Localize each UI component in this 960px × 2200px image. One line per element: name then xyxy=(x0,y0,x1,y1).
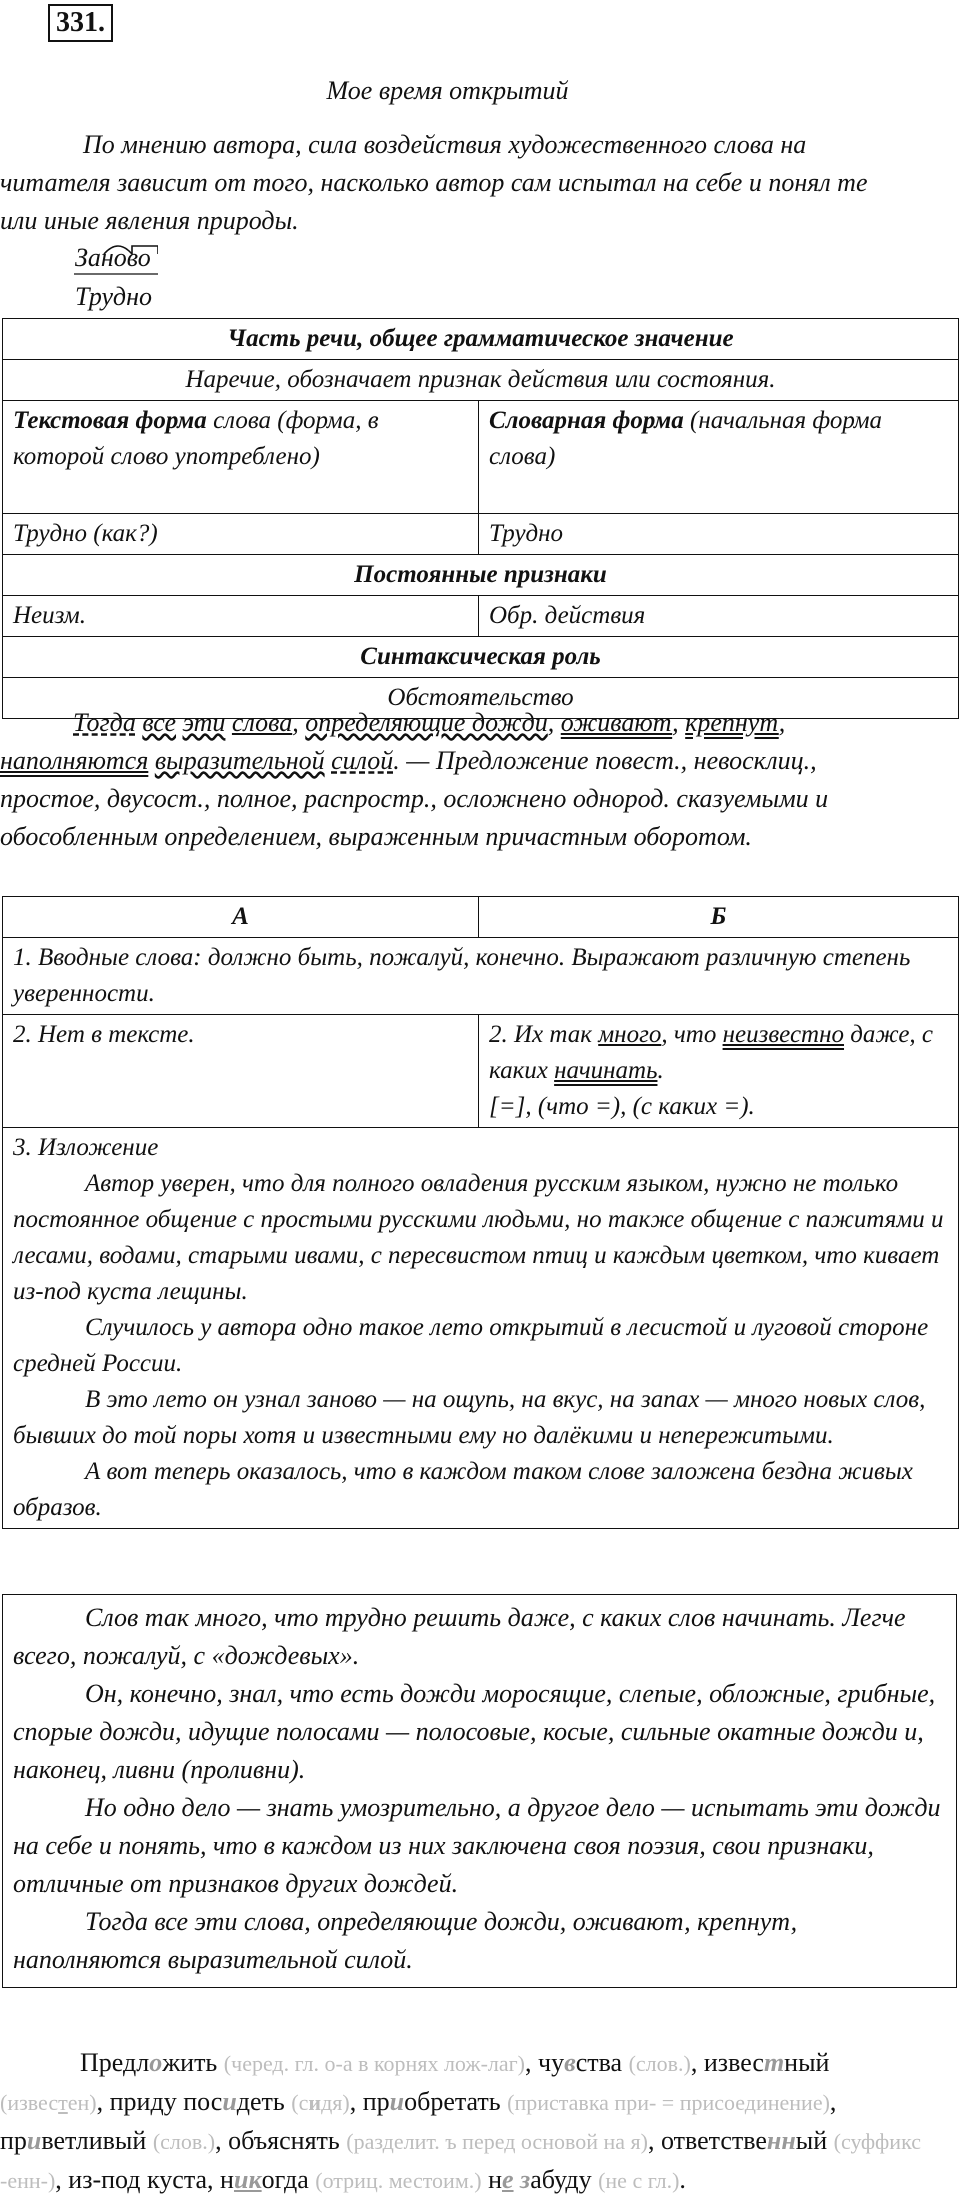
row2-b-scheme: [=], (что =), (с каких =). xyxy=(489,1093,755,1120)
sp-word-f: , пр xyxy=(0,2087,837,2155)
sp-word-e: , пр xyxy=(349,2087,390,2116)
sp-hint-d: (с xyxy=(291,2090,309,2115)
sp-letter-b: в xyxy=(564,2048,576,2077)
sp-word-c-end: ный xyxy=(784,2048,830,2077)
ab-row3 xyxy=(3,1128,959,1529)
sp-hint-h: (суффикс -енн-) xyxy=(0,2129,921,2193)
sp-word-i-end: огда xyxy=(261,2165,309,2194)
ab-row2-a: 2. Нет в тексте. xyxy=(3,1015,479,1128)
ab-row1: 1. Вводные слова: должно быть, пожалуй, конечно. Выражают различную степень уверенности. xyxy=(3,938,959,1015)
row2-b-part2: , что xyxy=(661,1021,723,1048)
sp-letter-h: нн xyxy=(766,2126,796,2155)
sp-letter-i: ик xyxy=(233,2165,262,2194)
word-siloy: силой xyxy=(331,746,394,775)
col-b-header: Б xyxy=(479,897,959,938)
morph-pos-value: Наречие, обозначает признак действия или состояния. xyxy=(3,360,959,401)
sp-word-a: Предл xyxy=(80,2048,150,2077)
sp-word-b-end: ства xyxy=(575,2048,623,2077)
sp-word-g: , объ xyxy=(215,2126,268,2155)
source-paragraph-3: Но одно дело — знать умозрительно, а другое дело — испытать эти дожди на себе и понять, что в каждом из них заключена своя поэзия, свои признаки, отличные от признаков других дождей. xyxy=(13,1793,941,1898)
word-togda: Тогда xyxy=(73,708,136,737)
text-form-cell xyxy=(3,401,479,514)
row3-title: 3. Изложение xyxy=(13,1134,159,1161)
sp-hint-c-letter: т xyxy=(58,2090,68,2115)
sp-letter-d: и xyxy=(222,2087,237,2116)
sp-word-e-end: обретать xyxy=(404,2087,501,2116)
sp-hint-j: (не с гл.) xyxy=(598,2168,680,2193)
row2-b-part4: . xyxy=(657,1057,664,1084)
sp-word-j: н xyxy=(481,2165,502,2194)
ab-table xyxy=(2,896,959,1529)
sp-word-d-end: деть xyxy=(236,2087,285,2116)
sp-hint-i: (отриц. местоим.) xyxy=(315,2168,482,2193)
row3-paragraph-4: А вот теперь оказалось, что в каждом таком слове заложена бездна живых образов. xyxy=(13,1458,913,1521)
intro-paragraph: По мнению автора, сила воздействия художественного слова на читателя зависит от того, насколько автор сам испытал на себе и понял те или иные явления природы. xyxy=(0,130,868,235)
row3-paragraph-3: В это лето он узнал заново — на ощупь, на вкус, на запах — много новых слов, бывших до той поры хотя и известными ему но далёкими и непережитыми. xyxy=(13,1386,926,1449)
parsed-sentence: Тогда все эти слова, определяющие дожди, оживают, крепнут, наполняются выразительной силой. — Предложение повест., невосклиц., простое, двусост., полное, распростр., осложнено однород. сказуемыми и обособленным определением, выраженным причастным оборотом. xyxy=(0,708,829,851)
row2-b-part3: даже, с каких xyxy=(489,1021,934,1084)
sp-end-dot: . xyxy=(679,2165,686,2194)
word-eti: эти xyxy=(182,708,226,737)
sp-letter-j2: з xyxy=(520,2165,531,2194)
sp-letter-c: т xyxy=(763,2048,785,2077)
dict-form-label: Словарная форма xyxy=(489,407,684,434)
sp-letter-e: и xyxy=(389,2087,405,2116)
synt-value: Обстоятельство xyxy=(3,678,959,719)
word-vyrazitelnoy: выразительной xyxy=(154,746,325,775)
sp-word-i: , из-под куста, н xyxy=(55,2165,234,2194)
text-form-value: Трудно (как?) xyxy=(3,514,479,555)
sp-letter-j: е xyxy=(502,2165,514,2194)
sp-hint-b: (слов.) xyxy=(628,2051,691,2076)
morph-header: Часть речи, общее грамматическое значение xyxy=(3,319,959,360)
sp-word-j-end: абуду xyxy=(530,2165,592,2194)
sp-word-f-end: ветливый xyxy=(41,2126,147,2155)
ab-row2-b xyxy=(479,1015,959,1128)
row2-b-mnogo: много xyxy=(598,1021,662,1048)
sp-word-g-end: яснять xyxy=(267,2126,340,2155)
const-left: Неизм. xyxy=(3,596,479,637)
dict-form-value: Трудно xyxy=(479,514,959,555)
sp-word-a-end: жить xyxy=(162,2048,218,2077)
source-paragraph-2: Он, конечно, знал, что есть дожди моросящие, слепые, обложные, грибные, спорые дожди, идущие полосами — полосовые, косые, сильные окатные дожди и, наконец, ливни (проливни). xyxy=(13,1679,936,1784)
text-title: Мое время открытий xyxy=(326,76,569,105)
sp-hint-c-end: ен) xyxy=(67,2090,97,2115)
word-slova: слова xyxy=(231,708,293,737)
sp-word-b: , чу xyxy=(525,2048,565,2077)
dict-form-cell xyxy=(479,401,959,514)
row2-b-part1: 2. Их так xyxy=(489,1021,599,1048)
sp-hint-d-letter: и xyxy=(308,2090,322,2115)
sp-letter-f: и xyxy=(26,2126,42,2155)
sp-hint-f: (слов.) xyxy=(152,2129,216,2154)
row2-b-nachinat: начинать xyxy=(554,1057,658,1084)
word-krepnut: крепнут xyxy=(685,708,779,737)
text-form-label: Текстовая форма xyxy=(13,407,207,434)
morphological-table xyxy=(2,318,959,719)
sp-hint-g: (разделит. ъ перед основой на я) xyxy=(346,2129,648,2154)
word-napolnyayutsya: наполняются xyxy=(0,746,149,775)
sp-word-h: , ответстве xyxy=(647,2126,767,2155)
sp-hint-a: (черед. гл. о-а в корнях лож-лаг) xyxy=(223,2051,525,2076)
sp-word-h-end: ый xyxy=(795,2126,828,2155)
sp-hint-d-end: дя) xyxy=(321,2090,350,2115)
source-paragraph-4: Тогда все эти слова, определяющие дожди, оживают, крепнут, наполняются выразительной силой. xyxy=(13,1907,798,1974)
word-trudno: Трудно xyxy=(75,282,152,311)
const-header: Постоянные признаки xyxy=(3,555,959,596)
row3-paragraph-1: Автор уверен, что для полного овладения русским языком, нужно не только постоянное общение с простыми русскими людьми, но также общение с пажитями и лесами, водами, старыми ивами, с пересвистом птиц и каждым цветком, что кивает из-под куста лещины. xyxy=(13,1170,944,1305)
col-a-header: А xyxy=(3,897,479,938)
dict-form-note: (начальная форма слова) xyxy=(489,407,883,470)
sp-letter-a: о xyxy=(149,2048,163,2077)
sentence-analysis: . — Предложение повест., невосклиц., простое, двусост., полное, распростр., осложнено однород. сказуемыми и обособленным определением, выраженным причастным оборотом. xyxy=(0,746,829,851)
row3-paragraph-2: Случилось у автора одно такое лето открытий в лесистой и луговой стороне средней России. xyxy=(13,1314,929,1377)
word-opredelyayushchie: определяющие дожди xyxy=(305,708,548,737)
sp-hint-c: (извес xyxy=(0,2090,59,2115)
sp-hint-e: (приставка при- = присоединение) xyxy=(507,2090,830,2115)
exercise-number: 331. xyxy=(48,4,113,42)
spelling-list xyxy=(0,2044,930,2200)
const-right: Обр. действия xyxy=(479,596,959,637)
text-form-note: слова (форма, в которой слово употреблено) xyxy=(13,407,379,470)
word-ozhivayut: оживают xyxy=(560,708,673,737)
sp-word-c: , извес xyxy=(690,2048,764,2077)
source-text-box xyxy=(2,1594,957,1988)
sp-word-d: , приду пос xyxy=(96,2087,223,2116)
source-paragraph-1: Слов так много, что трудно решить даже, с каких слов начинать. Легче всего, пожалуй, с «дождевых». xyxy=(13,1603,906,1670)
synt-header: Синтаксическая роль xyxy=(3,637,959,678)
word-vse: все xyxy=(142,708,177,737)
row2-b-neizvestno: неизвестно xyxy=(722,1021,845,1048)
word-zanovo: Заново xyxy=(75,243,151,272)
